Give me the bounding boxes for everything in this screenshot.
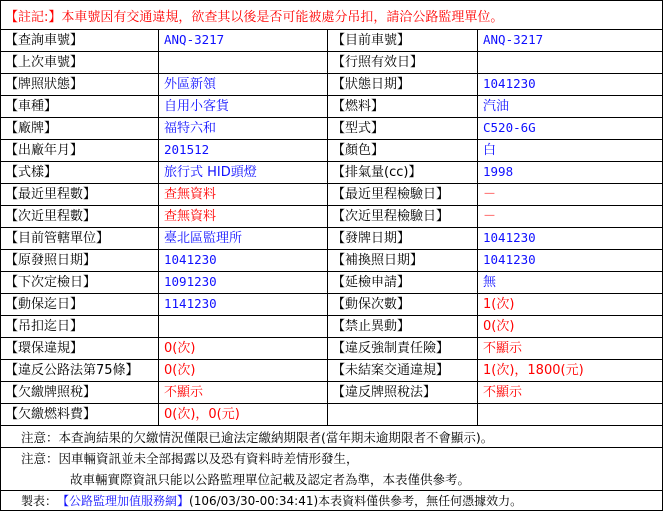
- field-label: 【排氣量(cc)】: [328, 162, 478, 183]
- field-label: 【欠繳燃料費】: [1, 404, 159, 425]
- table-row: [1, 250, 662, 272]
- table-row: [1, 118, 662, 140]
- field-value: 0(次)，0(元): [159, 404, 328, 425]
- field-value: 汽油: [483, 99, 510, 114]
- table-row: [1, 162, 662, 184]
- field-label: 【型式】: [328, 118, 478, 139]
- field-value: [159, 316, 328, 337]
- field-label: [328, 404, 478, 425]
- field-label: 【違反強制責任險】: [328, 338, 478, 359]
- field-value: 1041230: [483, 76, 536, 92]
- field-label: 【目前車號】: [328, 30, 478, 51]
- field-value: 查無資料: [159, 206, 328, 227]
- table-row: [1, 96, 662, 118]
- field-label: 【車種】: [1, 96, 159, 117]
- table-row: [1, 228, 662, 250]
- field-value: 福特六和: [159, 118, 328, 139]
- field-label: 【廠牌】: [1, 118, 159, 139]
- field-label: 【下次定檢日】: [1, 272, 159, 293]
- field-value: 臺北區監理所: [159, 228, 328, 249]
- field-label: 【延檢申請】: [328, 272, 478, 293]
- table-row: [1, 206, 662, 228]
- field-value: 查無資料: [159, 184, 328, 205]
- field-label: 【環保違規】: [1, 338, 159, 359]
- footer-prefix: 製表：: [21, 494, 58, 508]
- field-value: C520-6G: [483, 120, 536, 136]
- field-label: 【上次車號】: [1, 52, 159, 73]
- field-label: 【吊扣迄日】: [1, 316, 159, 337]
- field-label: 【次近里程數】: [1, 206, 159, 227]
- field-label: 【目前管轄單位】: [1, 228, 159, 249]
- field-label: 【欠繳牌照稅】: [1, 382, 159, 403]
- field-value: 不顯示: [483, 385, 523, 400]
- footer-time: (106/03/30-00:34:41): [189, 493, 319, 508]
- field-value: 1041230: [483, 230, 536, 246]
- field-value: [478, 404, 662, 425]
- field-label: 【狀態日期】: [328, 74, 478, 95]
- field-value: [478, 52, 662, 73]
- note-arrears: [1, 426, 662, 448]
- field-label: 【未結案交通違規】: [328, 360, 478, 381]
- field-value: 1041230: [159, 250, 328, 271]
- field-value: 旅行式 HID頭燈: [159, 162, 328, 183]
- field-value: ANQ-3217: [483, 32, 544, 48]
- field-label: 【出廠年月】: [1, 140, 159, 161]
- field-value: 1(次)，1800(元): [483, 363, 584, 378]
- note-disclaimer-line1: 注意：因車輛資訊並未全部揭露以及恐有資料時差情形發生，: [21, 451, 359, 466]
- field-label: 【最近里程檢驗日】: [328, 184, 478, 205]
- table-row: [1, 360, 662, 382]
- field-label: 【燃料】: [328, 96, 478, 117]
- field-label: 【發牌日期】: [328, 228, 478, 249]
- footer-link[interactable]: 【公路監理加值服務網】: [57, 494, 190, 508]
- field-value: 201512: [159, 140, 328, 161]
- field-label: 【查詢車號】: [1, 30, 159, 51]
- footer: [1, 491, 662, 510]
- field-label: 【行照有效日】: [328, 52, 478, 73]
- table-row: [1, 382, 662, 404]
- field-value: [159, 52, 328, 73]
- field-value: －: [483, 187, 497, 202]
- field-label: 【禁止異動】: [328, 316, 478, 337]
- table-row: [1, 338, 662, 360]
- notice-banner: [1, 1, 662, 30]
- field-value: 1141230: [159, 294, 328, 315]
- field-value: 0(次): [159, 338, 328, 359]
- table-row: [1, 316, 662, 338]
- field-value: 白: [483, 143, 497, 158]
- field-value: 不顯示: [159, 382, 328, 403]
- note-arrears-text: 注意：本查詢結果的欠繳情況僅限已逾法定繳納期限者(當年期未逾期限者不會顯示)。: [21, 429, 494, 445]
- field-label: 【式樣】: [1, 162, 159, 183]
- field-label: 【牌照狀態】: [1, 74, 159, 95]
- table-row: [1, 272, 662, 294]
- field-value: 外區新領: [159, 74, 328, 95]
- field-label: 【動保迄日】: [1, 294, 159, 315]
- field-label: 【次近里程檢驗日】: [328, 206, 478, 227]
- field-value: 1998: [483, 164, 514, 180]
- field-value: 0(次): [159, 360, 328, 381]
- notice-text: 【註記:】本車號因有交通違規，欲查其以後是否可能被處分吊扣，請洽公路監理單位。: [5, 9, 504, 25]
- field-label: 【違反牌照稅法】: [328, 382, 478, 403]
- field-label: 【補換照日期】: [328, 250, 478, 271]
- field-label: 【最近里程數】: [1, 184, 159, 205]
- field-value: 不顯示: [483, 341, 523, 356]
- footer-suffix: 本表資料僅供參考，無任何憑據效力。: [318, 494, 523, 508]
- field-value: 1041230: [483, 252, 536, 268]
- field-value: ANQ-3217: [159, 30, 328, 51]
- table-row: [1, 184, 662, 206]
- field-value: 自用小客貨: [159, 96, 328, 117]
- field-label: 【動保次數】: [328, 294, 478, 315]
- table-row: [1, 52, 662, 74]
- field-label: 【違反公路法第75條】: [1, 360, 159, 381]
- table-row: [1, 140, 662, 162]
- table-row: [1, 30, 662, 52]
- field-label: 【顏色】: [328, 140, 478, 161]
- field-value: －: [483, 209, 497, 224]
- field-value: 1(次): [483, 297, 515, 312]
- table-row: [1, 404, 662, 426]
- table-row: [1, 74, 662, 96]
- note-disclaimer-line2: 故車輛實際資訊只能以公路監理單位記載及認定者為準，本表僅供參考。: [70, 472, 471, 487]
- table-row: [1, 294, 662, 316]
- field-value: 0(次): [483, 319, 515, 334]
- note-disclaimer: [1, 448, 662, 491]
- field-label: 【原發照日期】: [1, 250, 159, 271]
- field-value: 1091230: [159, 272, 328, 293]
- field-value: 無: [483, 275, 497, 290]
